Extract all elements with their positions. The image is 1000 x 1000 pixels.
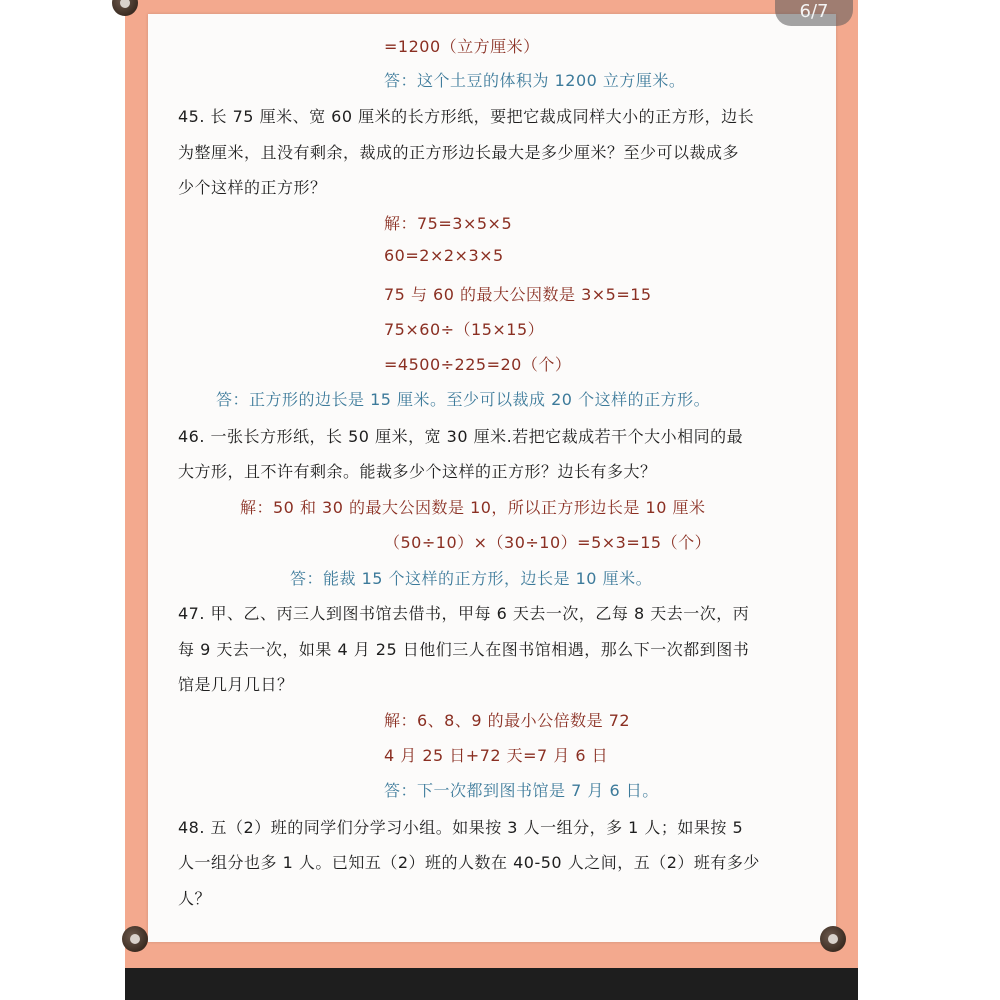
- question-line: 馆是几月几日？: [178, 675, 294, 694]
- question-48: 48. 五（2）班的同学们分学习小组。如果按 3 人一组分，多 1 人；如果按 5: [178, 818, 744, 837]
- pin-bottom-right-icon: [820, 926, 846, 952]
- bottom-bar: [125, 968, 858, 1000]
- question-line: 大方形，且不许有剩余。能裁多少个这样的正方形？边长有多大？: [178, 462, 657, 481]
- solution-line: 解：6、8、9 的最小公倍数是 72: [384, 711, 631, 730]
- question-45: 45. 长 75 厘米、宽 60 厘米的长方形纸，要把它裁成同样大小的正方形，边长: [178, 107, 755, 126]
- solution-line: 60=2×2×3×5: [384, 246, 504, 265]
- question-46: 46. 一张长方形纸，长 50 厘米，宽 30 厘米.若把它裁成若干个大小相同的最: [178, 427, 744, 446]
- solution-line: （50÷10）×（30÷10）=5×3=15（个）: [384, 533, 712, 552]
- solution-line: =1200（立方厘米）: [384, 37, 540, 56]
- question-line: 人？: [178, 889, 212, 908]
- question-line: 为整厘米，且没有剩余，裁成的正方形边长最大是多少厘米？至少可以裁成多: [178, 143, 740, 162]
- question-line: 少个这样的正方形？: [178, 178, 327, 197]
- question-line: 人一组分也多 1 人。已知五（2）班的人数在 40-50 人之间，五（2）班有多少: [178, 853, 760, 872]
- answer-line: 答：能裁 15 个这样的正方形，边长是 10 厘米。: [290, 569, 653, 588]
- pin-bottom-left-icon: [122, 926, 148, 952]
- solution-line: 4 月 25 日+72 天=7 月 6 日: [384, 746, 609, 765]
- answer-line: 答：下一次都到图书馆是 7 月 6 日。: [384, 781, 659, 800]
- answer-line: 答：这个土豆的体积为 1200 立方厘米。: [384, 71, 686, 90]
- solution-line: 解：75=3×5×5: [384, 214, 513, 233]
- question-line: 每 9 天去一次，如果 4 月 25 日他们三人在图书馆相遇，那么下一次都到图书: [178, 640, 750, 659]
- solution-line: 75×60÷（15×15）: [384, 320, 545, 339]
- answer-line: 答：正方形的边长是 15 厘米。至少可以裁成 20 个这样的正方形。: [216, 390, 711, 409]
- page-indicator: 6/7: [775, 0, 853, 26]
- question-47: 47. 甲、乙、丙三人到图书馆去借书，甲每 6 天去一次，乙每 8 天去一次，丙: [178, 604, 750, 623]
- solution-line: 75 与 60 的最大公因数是 3×5=15: [384, 285, 652, 304]
- solution-line: 解：50 和 30 的最大公因数是 10，所以正方形边长是 10 厘米: [240, 498, 706, 517]
- solution-line: =4500÷225=20（个）: [384, 355, 572, 374]
